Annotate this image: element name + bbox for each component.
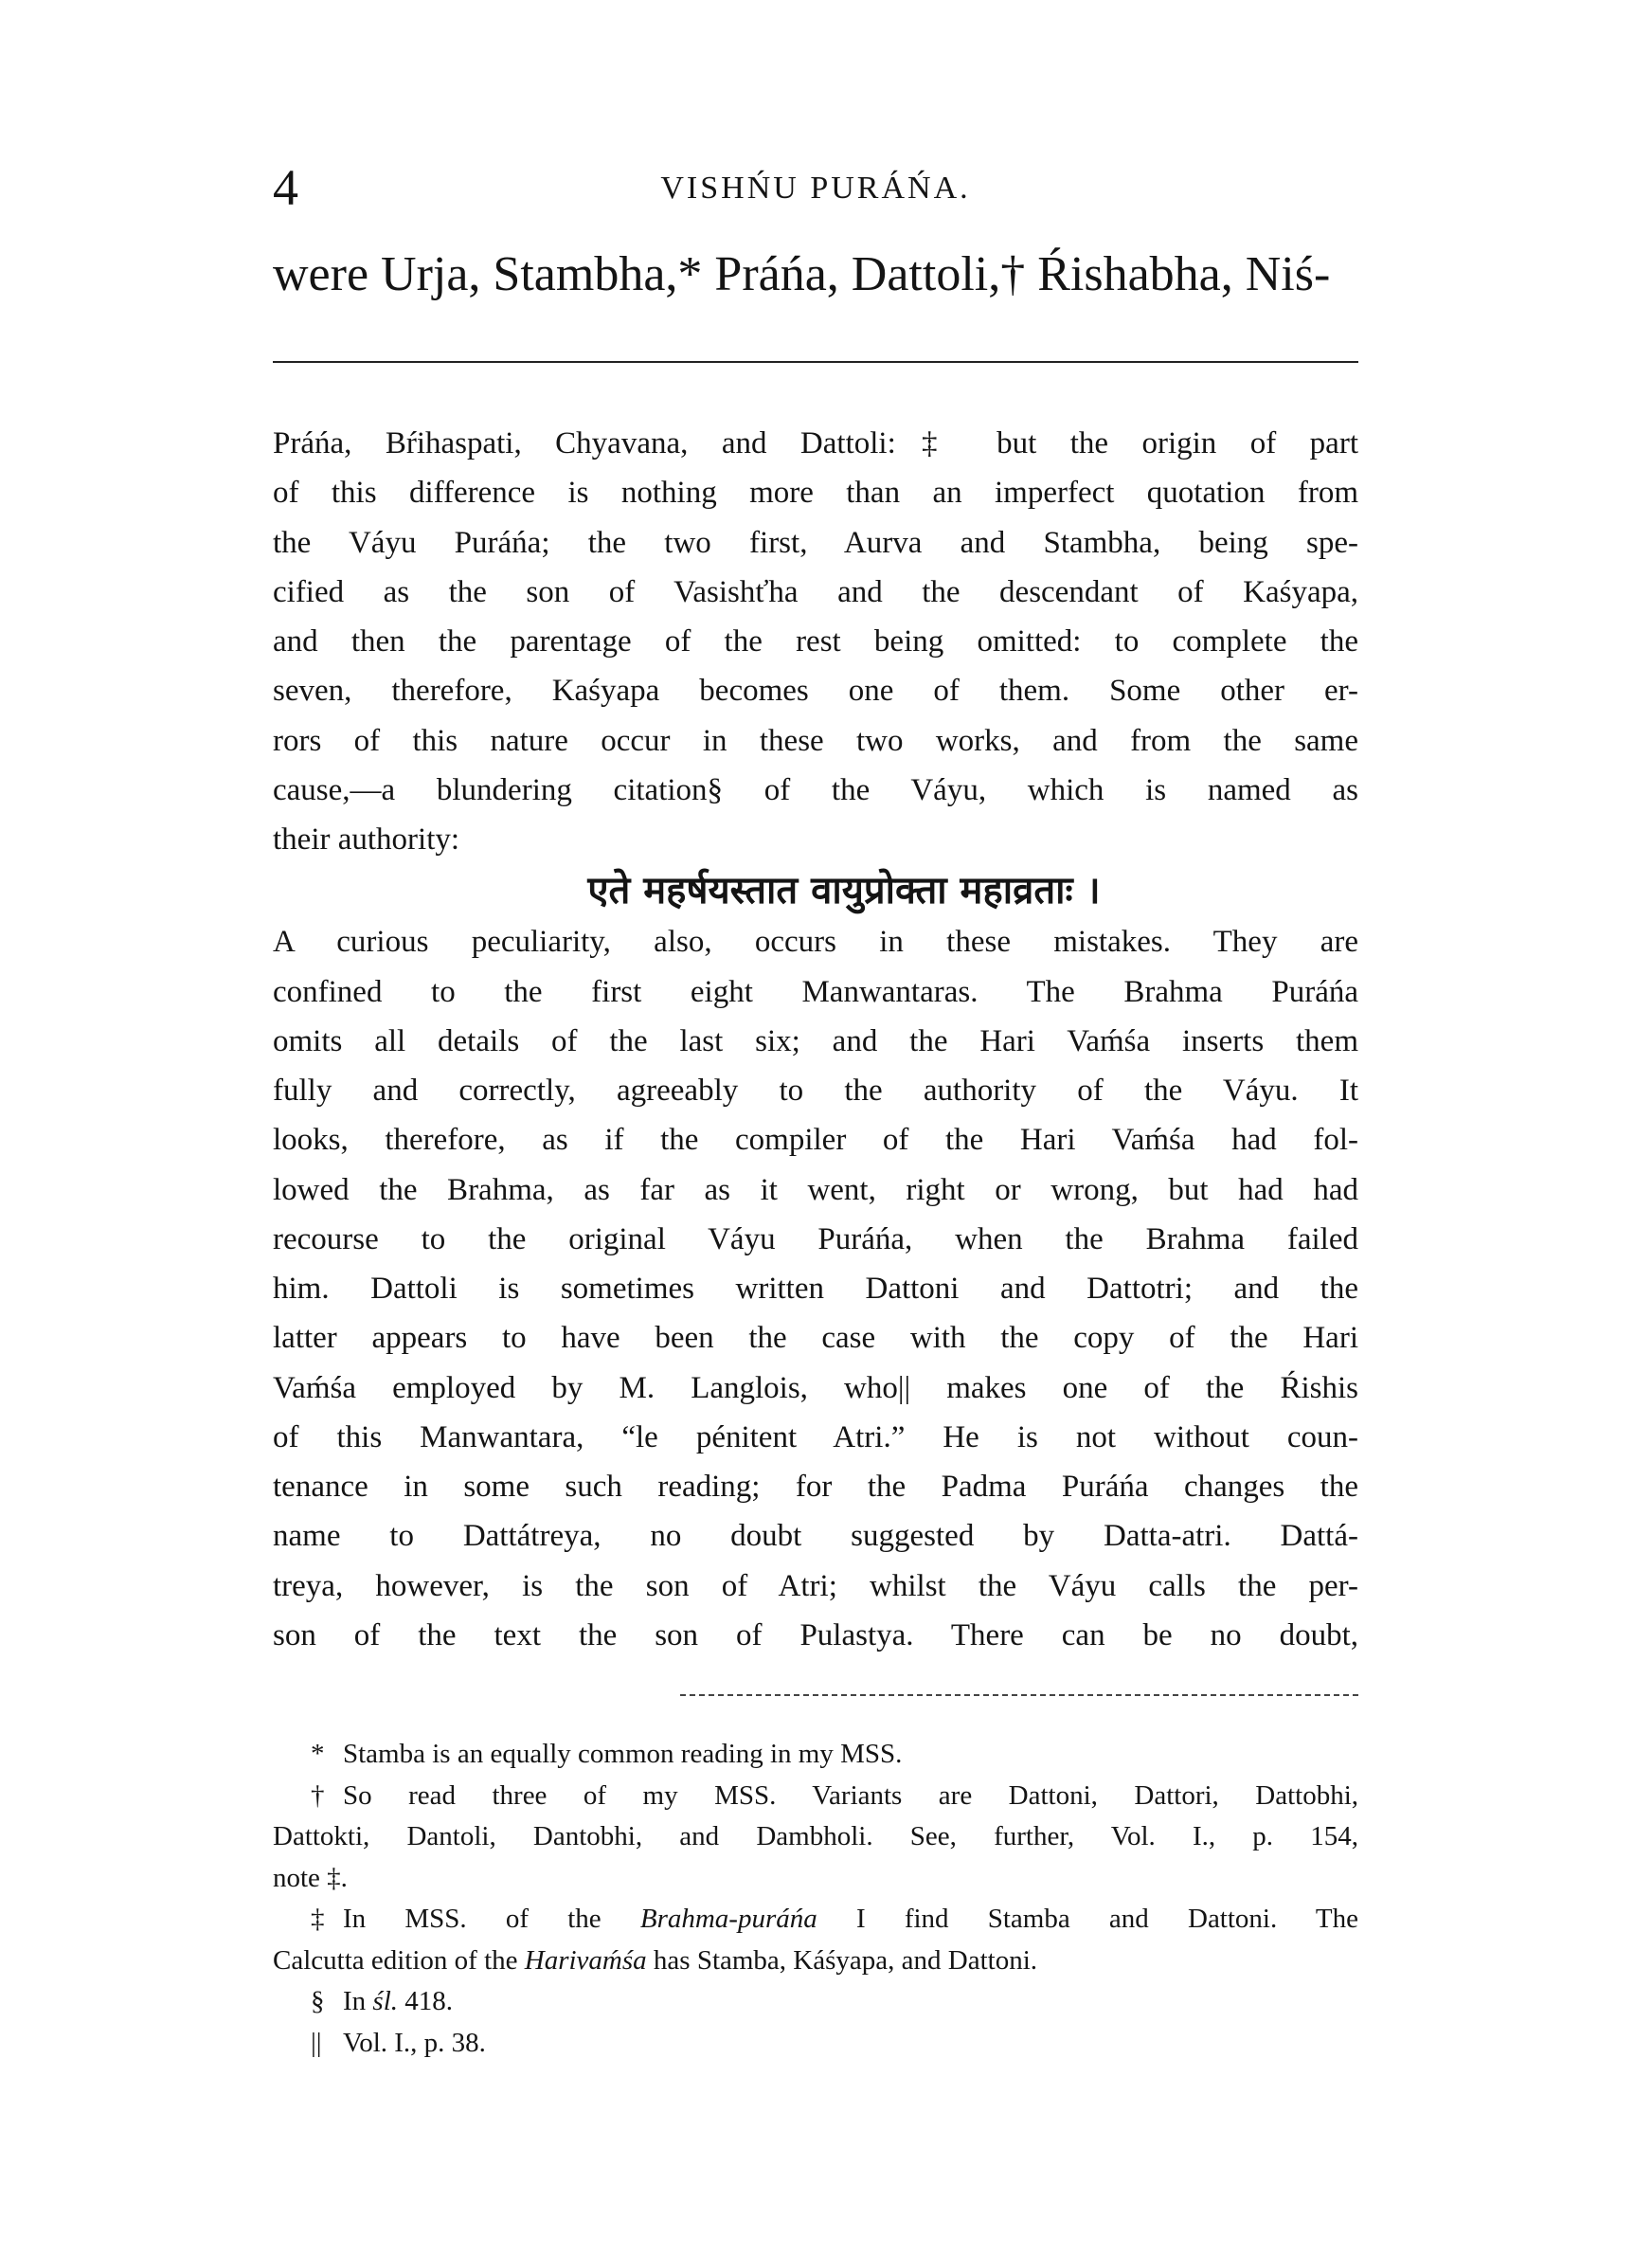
note-line: A curious peculiarity, also, occurs in these mistakes. They are (273, 925, 1358, 960)
footnote-italic: Brahma-puráńa (639, 1904, 817, 1934)
footnote-italic: Harivaḿśa (524, 1944, 647, 1976)
note-line: looks, therefore, as if the compiler of the Hari Vaḿśa had fol- (273, 1123, 1358, 1158)
footnote-text: Stamba is an equally common reading in my MSS. (343, 1739, 903, 1769)
note-line: the Váyu Puráńa; the two first, Aurva and Stambha, being spe- (273, 525, 1358, 560)
note-line: of this difference is nothing more than an imperfect quotation from (273, 476, 1358, 511)
note-line: confined to the first eight Manwantaras. The Brahma Puráńa (273, 974, 1358, 1009)
footnote-marker: † (311, 1779, 325, 1811)
footnote-marker: ‡ (311, 1904, 325, 1934)
footnote-text: Vol. I., p. 38. (343, 2027, 486, 2058)
note-line: treya, however, is the son of Atri; whilst the Váyu calls the per- (273, 1568, 1358, 1603)
note-line: their authority: (273, 822, 460, 857)
footnotes (273, 1734, 1358, 2064)
footnote-parallel (273, 2023, 1358, 2065)
footnote-dagger-cont: Dattokti, Dantoli, Dantobhi, and Dambholi. See, further, Vol. I., p. 154, (273, 1821, 1358, 1851)
footnote-text: 418. (398, 1986, 454, 2016)
note-line: fully and correctly, agreeably to the authority of the Váyu. It (273, 1074, 1358, 1108)
footnote-text: I find Stamba and Dattoni. The (817, 1904, 1358, 1934)
footnote-text: Calcutta edition of the (273, 1944, 525, 1976)
note-line: latter appears to have been the case with the copy of the Hari (273, 1321, 1358, 1356)
note-line: lowed the Brahma, as far as it went, right or wrong, but had had (273, 1172, 1358, 1207)
note-continuation (273, 419, 1358, 1660)
footnote-ddagger (273, 1899, 1358, 1941)
note-line: cified as the son of Vasishťha and the descendant of Kaśyapa, (273, 574, 1358, 609)
footnote-italic: śl. (372, 1986, 399, 2016)
note-line: Vaḿśa employed by M. Langlois, who|| makes one of the Ŕishis (273, 1370, 1358, 1405)
note-line: of this Manwantara, “le pénitent Atri.” He is not without coun- (273, 1419, 1358, 1454)
note-line: him. Dattoli is sometimes written Dattoni and Dattotri; and the (273, 1272, 1358, 1306)
footnote-text: So read three of my MSS. Variants are Dattoni, Dattori, Dattobhi, (343, 1779, 1358, 1811)
note-line: recourse to the original Váyu Puráńa, when the Brahma failed (273, 1221, 1358, 1256)
page-number: 4 (273, 159, 298, 216)
sanskrit-quote: एते महर्षयस्तात वायुप्रोक्ता महाव्रताः । (587, 869, 1101, 913)
footnote-text: In (343, 1986, 373, 2016)
note-line: omits all details of the last six; and the Hari Vaḿśa inserts them (273, 1023, 1358, 1058)
running-title: VISHŃU PURÁŃA. (660, 171, 971, 206)
footnote-star (273, 1734, 1358, 1776)
footnote-marker: § (311, 1986, 325, 2016)
footnote-text: has Stamba, Káśyapa, and Dattoni. (646, 1944, 1037, 1976)
note-line: Práńa, Bŕihaspati, Chyavana, and Dattoli:‡ but the origin of part (273, 426, 1358, 460)
note-line: seven, therefore, Kaśyapa becomes one of them. Some other er- (273, 674, 1358, 709)
note-line: rors of this nature occur in these two works, and from the same (273, 723, 1358, 758)
footnote-section (273, 1981, 1358, 2023)
footnote-dagger (273, 1776, 1358, 1817)
note-line: and then the parentage of the rest being omitted: to complete the (273, 624, 1358, 659)
footnote-divider (680, 1694, 1358, 1696)
note-line: name to Dattátreya, no doubt suggested by Datta-atri. Dattá- (273, 1519, 1358, 1554)
footnote-marker: * (311, 1739, 325, 1769)
footnote-marker: || (311, 2027, 322, 2058)
note-line: tenance in some such reading; for the Padma Puráńa changes the (273, 1470, 1358, 1504)
main-text-line: were Urja, Stambha,* Práńa, Dattoli,† Ŕishabha, Niś- (273, 247, 1331, 301)
note-line: cause,—a blundering citation§ of the Váyu, which is named as (273, 772, 1358, 807)
note-line: son of the text the son of Pulastya. There can be no doubt, (273, 1617, 1358, 1652)
footnote-text: In MSS. of the (343, 1904, 640, 1934)
text-footnote-divider (273, 361, 1358, 363)
footnote-dagger-cont: note ‡. (273, 1862, 348, 1893)
running-head (273, 159, 1358, 216)
footnote-ddagger-cont (273, 1941, 1358, 1982)
